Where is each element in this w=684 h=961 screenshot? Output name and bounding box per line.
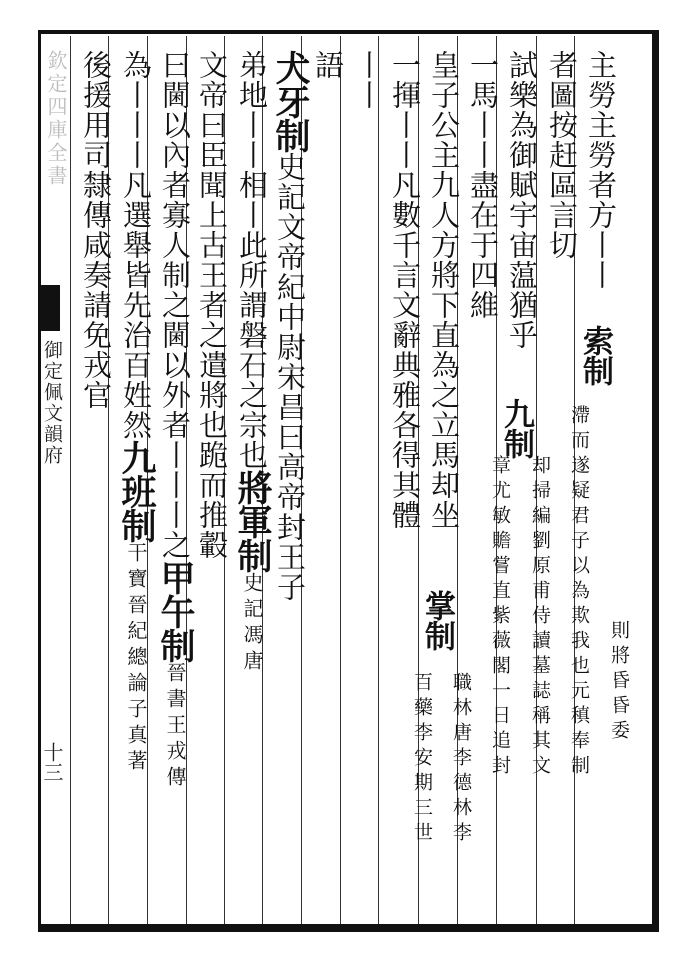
column-rule [340,36,341,924]
frame-top-border [38,30,658,34]
column-segment-small: 史記馮唐 [240,572,264,676]
annotation-c5: 職林唐李德林李 [450,672,472,847]
column-rule [378,36,379,924]
column-segment-main: 史記文帝紀中尉宋昌曰高帝封王子 [273,152,307,602]
annotation-c2-line2: 滯而遂疑君子以為欺我也元稹奉制 [568,405,590,780]
annotation-title-c5: 掌制 [419,590,455,650]
column-segment-title: 將軍制 [232,470,273,572]
section-title-margin: 御定佩文韻府 [41,340,63,466]
column-segment-small: 干寶晉紀總論子真著 [124,542,148,776]
column-segment-main: 為丨丨丨凡選舉皆先治百姓然 [119,50,153,440]
text-column-7 [351,50,385,110]
book-title-margin: 欽定四庫全書 [44,50,68,188]
text-column-2 [545,50,579,260]
frame-left-border [38,30,41,285]
text-column-5 [427,50,461,530]
column-segment-main: 一揮丨丨凡數千言文辭典雅各得其體 [388,50,422,530]
fishtail-mark [38,285,60,331]
annotation-c4: 章尤敏贍嘗直紫薇閣一日追封 [489,455,511,780]
column-segment-main: 主勞主勞者方丨丨 [584,50,618,290]
column-rule [70,36,71,924]
annotation-c1: 則將昏昏委 [608,620,630,745]
page-number: 十三 [40,742,64,782]
text-column-6 [388,50,422,530]
text-column-14 [79,50,113,410]
annotation-title-c2: 索制 [577,325,613,385]
column-segment-main: 後援用司隸傳咸奏請免戎官 [79,50,113,410]
text-column-1 [584,50,618,290]
frame-bottom-border [38,924,658,932]
column-segment-small: 晉書王戎傳 [163,662,187,792]
column-segment-title: 犬牙制 [270,50,311,152]
text-column-3 [505,50,539,350]
text-column-11 [195,50,229,560]
text-column-10 [232,50,273,676]
column-segment-main: 皇子公主九人方將下直為之立馬却坐 [427,50,461,530]
column-segment-main: 試樂為御賦宇宙蕰猶乎 [505,50,539,350]
column-segment-main: 一馬丨丨盡在于四維 [466,50,500,320]
column-segment-title: 九班制 [116,440,157,542]
annotation-c6: 百藥李安期三世 [411,672,433,847]
annotation-title-c3: 九制 [498,398,534,458]
column-segment-main: 語 [311,50,345,80]
text-column-13 [116,50,157,776]
annotation-c3: 却掃編劉原甫侍讀墓誌稱其文 [529,455,551,780]
column-segment-main: 文帝曰臣聞上古王者之遣將也跪而推轂 [195,50,229,560]
column-segment-title: 甲午制 [155,560,196,662]
text-column-8 [311,50,345,80]
text-column-4 [466,50,500,320]
column-segment-main: 曰閫以內者寡人制之閫以外者丨丨丨之 [158,50,192,560]
frame-right-border [652,30,659,932]
text-column-9 [270,50,311,602]
text-column-12 [155,50,196,792]
column-segment-main: 者圖按赶區言切 [545,50,579,260]
column-segment-main: 丨丨 [351,50,385,110]
column-segment-main: 弟地丨丨相丨此所謂磐石之宗也 [235,50,269,470]
